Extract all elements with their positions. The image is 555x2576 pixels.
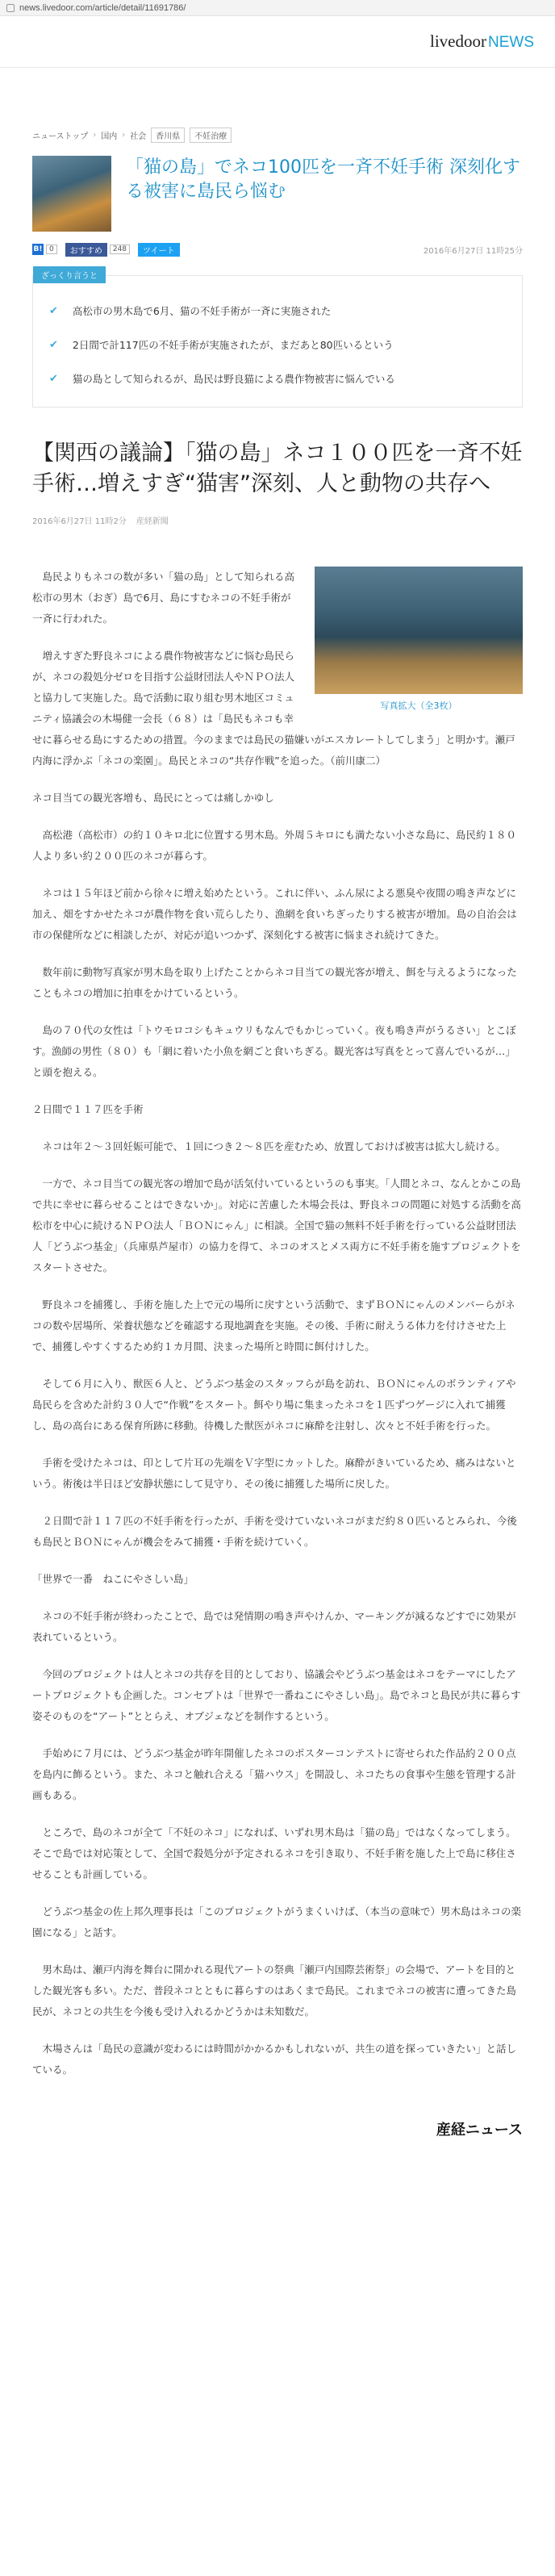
check-icon: ✔ — [49, 338, 58, 351]
article-subheading: ２日間で１１７匹を手術 — [32, 1103, 144, 1115]
browser-address-bar[interactable] — [0, 0, 555, 16]
article-paragraph: 島民よりもネコの数が多い「猫の島」として知られる高松市の男木（おぎ）島で6月、島にすむネコの不妊手術が一斉に行われた。 — [32, 571, 295, 625]
article-subheading: ネコ目当ての観光客増も、島民にとっては痛しかゆし — [32, 792, 274, 804]
photo-caption[interactable]: 写真拡大（全3枚） — [380, 700, 457, 711]
summary-item — [49, 362, 506, 395]
header-date: 2016年6月27日 11時25分 — [423, 246, 523, 256]
headline-section — [0, 156, 555, 232]
summary-text: 2日間で計117匹の不妊手術が実施されたが、まだあと80匹いるという — [72, 339, 394, 351]
page-icon — [6, 4, 15, 12]
site-logo[interactable] — [430, 31, 534, 52]
hatena-icon: B! — [33, 245, 43, 253]
article-body — [0, 567, 555, 2097]
headline-thumbnail[interactable] — [32, 156, 111, 232]
breadcrumb-domestic[interactable]: 国内 — [101, 132, 118, 141]
breadcrumb-top[interactable]: ニューストップ — [32, 132, 89, 141]
summary-item — [49, 328, 506, 362]
article-paragraph: ネコの不妊手術が終わったことで、島では発情期の鳴き声やけんか、マーキングが減るなどすでに効果が表れているという。 — [32, 1610, 516, 1643]
recommend-count: 248 — [110, 245, 130, 254]
sankei-news-logo[interactable]: 産経ニュース — [436, 2122, 523, 2139]
article-paragraph: 木場さんは「島民の意識が変わるには時間がかかるかもしれないが、共生の道を探っていきたい」と話している。 — [32, 2043, 517, 2076]
tag-kagawa[interactable]: 香川県 — [151, 128, 185, 143]
article-paragraph: 島の７０代の女性は「トウモロコシもキュウリもなんでもかじっていく。夜も鳴き声がうるさい」とこぼす。漁師の男性（８０）も「網に着いた小魚を網ごと食いちぎる。観光客は写真をとって喜んでいるが…」と頭を抱える。 — [32, 1024, 516, 1078]
article-paragraph: 手術を受けたネコは、印として片耳の先端をＶ字型にカットした。麻酔がきいているため、痛みはないという。術後は半日ほど安静状態にして見守り、その後に捕獲した場所に戻した。 — [32, 1457, 516, 1490]
tag-fertility[interactable]: 不妊治療 — [190, 128, 232, 143]
hatena-bookmark-button[interactable] — [32, 244, 57, 255]
article-paragraph: 数年前に動物写真家が男木島を取り上げたことからネコ目当ての観光客が増え、餌を与えるようになったこともネコの増加に拍車をかけているという。 — [32, 966, 517, 999]
like-count: 0 — [46, 245, 57, 254]
article-paragraph: 野良ネコを捕獲し、手術を施した上で元の場所に戻すという活動で、まずＢＯＮにゃんのメンバーらがネコの数や居場所、栄養状態などを確認する現地調査を実施。その後、手術に耐えうる体力を付けさせた上で、捕獲しやすくするため約１カ月間、決まった場所と時間に餌付けした。 — [32, 1298, 515, 1353]
article-paragraph: 高松港（高松市）の約１０キロ北に位置する男木島。外周５キロにも満たない小さな島に、島民約１８０人より多い約２００匹のネコが暮らす。 — [32, 829, 517, 862]
article-subheading: 「世界で一番 ねこにやさしい島」 — [32, 1573, 194, 1585]
summary-text: 猫の島として知られるが、島民は野良猫による農作物被害に悩んでいる — [72, 373, 395, 385]
article-paragraph: 手始めに７月には、どうぶつ基金が昨年開催したネコのポスターコンテストに寄せられた作品約２００点を島内に飾るという。また、ネコと触れ合える「猫ハウス」を開設し、ネコたちの食事や生態を管理する計画もある。 — [32, 1747, 516, 1801]
article-paragraph: ネコは年２～３回妊娠可能で、１回につき２～８匹を産むため、放置しておけば被害は拡大し続ける。 — [42, 1140, 506, 1152]
article-date: 2016年6月27日 11時2分 — [32, 517, 127, 526]
breadcrumb-society[interactable]: 社会 — [130, 132, 147, 141]
check-icon: ✔ — [49, 372, 58, 385]
summary-tag: ざっくり言うと — [33, 266, 106, 283]
footer — [0, 2105, 555, 2153]
headline: 「猫の島」でネコ100匹を一斉不妊手術 深刻化する被害に島民ら悩む — [126, 157, 520, 202]
recommend-label: おすすめ — [65, 243, 107, 257]
article-paragraph: ２日間で計１１７匹の不妊手術を行ったが、手術を受けていないネコがまだ約８０匹いるとみられ、今後も島民とＢＯＮにゃんが機会をみて捕獲・手術を続けていく。 — [32, 1515, 517, 1548]
summary-box — [32, 272, 523, 408]
article-paragraph: ところで、島のネコが全て「不妊のネコ」になれば、いずれ男木島は「猫の島」ではなくなってしまう。そこで島では対応策として、全国で殺処分が予定されるネコを引き取り、不妊手術を施した上で島に移住させることも計画している。 — [32, 1826, 516, 1880]
article-paragraph: 今回のプロジェクトは人とネコの共存を目的としており、協議会やどうぶつ基金はネコをテーマにしたアートプロジェクトも企画した。コンセプトは「世界で一番ねこにやさしい島」。島でネコと島民が共に暮らす姿そのものを“アート”ととらえ、オブジェなどを制作するという。 — [32, 1668, 521, 1722]
recommend-button[interactable] — [65, 243, 130, 257]
article-source[interactable]: 産経新聞 — [136, 517, 169, 526]
article-paragraph: 増えすぎた野良ネコによる農作物被害などに悩む島民らが、ネコの殺処分ゼロを目指す公益財団法人やＮＰＯ法人と協力して実施した。島で活動に取り組む男木地区コミュニティ協議会の木場健一会長（６８）は「島民もネコも幸せに暮らせる島にするための措置。今のままでは島民の猫嫌いがエスカレートしてしまう」と明かす。瀬戸内海に浮かぶ「ネコの楽園」。島民とネコの“共存作戦”を追った。（前川康二） — [32, 650, 515, 767]
article-byline — [0, 514, 555, 526]
article-paragraph: どうぶつ基金の佐上邦久理事長は「このプロジェクトがうまくいけば、（本当の意味で）男木島はネコの楽園になる」と話す。 — [32, 1905, 522, 1938]
article-photo[interactable] — [315, 567, 523, 694]
social-bar — [0, 241, 555, 257]
breadcrumb-separator: › — [122, 131, 126, 140]
breadcrumb — [0, 128, 555, 143]
check-icon: ✔ — [49, 304, 58, 317]
tweet-button[interactable]: ツイート — [138, 243, 180, 257]
article-paragraph: ネコは１５年ほど前から徐々に増え始めたという。これに伴い、ふん尿による悪臭や夜間の鳴き声などに加え、畑をすかせたネコが農作物を食い荒らしたり、漁網を食いちぎったりする被害が増加。島の自治会は市の保健所などに相談したが、対応が追いつかず、深刻化する被害に悩まされ続けてきた。 — [32, 887, 517, 941]
site-header — [0, 16, 555, 68]
article-paragraph: そして６月に入り、獣医６人と、どうぶつ基金のスタッフらが島を訪れ、ＢＯＮにゃんのボランティアや島民らを含めた計約３０人で“作戦”をスタート。餌やり場に集まったネコを１匹ずつゲージに入れて捕獲し、島の高台にある保育所跡に移動。待機した獣医がネコに麻酔を注射し、次々と不妊手術を行った。 — [32, 1378, 516, 1432]
summary-item — [49, 294, 506, 328]
url-text[interactable]: news.livedoor.com/article/detail/11691786/ — [19, 2, 186, 13]
breadcrumb-separator: › — [93, 131, 97, 140]
article-figure[interactable] — [315, 567, 523, 712]
article-title: 【関西の議論】「猫の島」ネコ１００匹を一斉不妊手術…増えすぎ“猫害”深刻、人と動物の共存へ — [32, 441, 523, 496]
logo-accent: NEWS — [488, 34, 534, 51]
article-paragraph: 一方で、ネコ目当ての観光客の増加で島が活気付いているというのも事実。「人間とネコ、なんとかこの島で共に幸せに暮らせることはできないか」。対応に苦慮した木場会長は、野良ネコの問題に対処する活動を高松市を中心に続けるＮＰＯ法人「ＢＯＮにゃん」に相談。全国で猫の無料不妊手術を行っている公益財団法人「どうぶつ基金」（兵庫県芦屋市）の協力を得て、ネコのオスとメス両方に不妊手術を施すプロジェクトをスタートさせた。 — [32, 1177, 521, 1273]
logo-main: livedoor — [430, 31, 486, 51]
summary-list — [33, 276, 522, 395]
summary-text: 高松市の男木島で6月、猫の不妊手術が一斉に実施された — [72, 305, 332, 317]
article-paragraph: 男木島は、瀬戸内海を舞台に開かれる現代アートの祭典「瀬戸内国際芸術祭」の会場で、アートを目的とした観光客も多い。ただ、普段ネコとともに暮らすのはあくまで島民。これまでネコの被害に遭ってきた島民が、ネコとの共生を今後も受け入れるかどうかは未知数だ。 — [32, 1963, 517, 2018]
